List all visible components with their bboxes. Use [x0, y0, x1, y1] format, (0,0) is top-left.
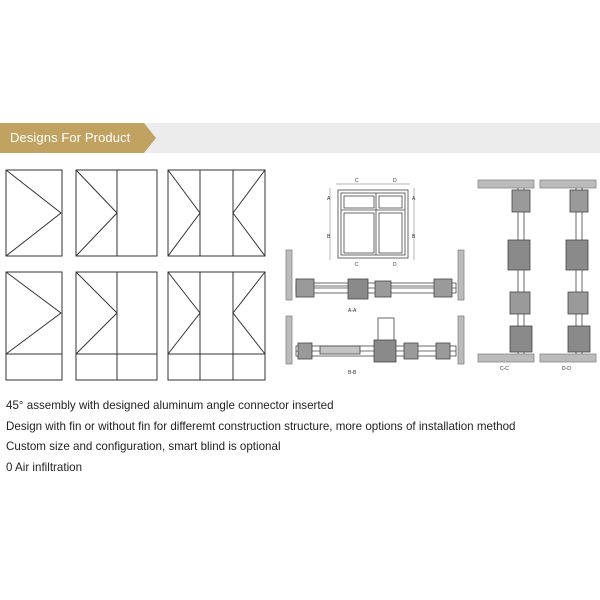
design-thumbnail-double-sash-transom	[168, 272, 265, 380]
design-thumbnail-double-sash	[168, 170, 265, 256]
svg-text:C: C	[355, 262, 359, 268]
section-label-c-c: C-C	[500, 366, 509, 372]
svg-text:D: D	[393, 262, 397, 268]
svg-text:A: A	[327, 196, 331, 202]
section-drawing-b-b	[286, 316, 464, 364]
svg-text:B: B	[412, 234, 416, 240]
section-drawing-d-d	[540, 180, 596, 362]
design-thumbnail-single-sash-transom	[6, 272, 62, 380]
section-label-d-d: D-D	[562, 366, 571, 372]
section-label-b-b: B-B	[348, 370, 357, 376]
feature-item: 0 Air infiltration	[6, 460, 83, 474]
section-title: Designs For Product	[10, 130, 131, 145]
feature-list	[6, 396, 596, 478]
svg-text:A: A	[412, 196, 416, 202]
design-thumbnail-sash-plus-fixed	[76, 170, 157, 256]
feature-item: Custom size and configuration, smart blind is optional	[6, 440, 281, 454]
section-drawing-a-a	[286, 250, 464, 300]
design-thumbnail-single-sash	[6, 170, 62, 256]
elevation-labels	[327, 178, 416, 268]
design-thumbnail-sash-plus-fixed-transom	[76, 272, 157, 380]
svg-text:C: C	[355, 178, 359, 184]
svg-text:D: D	[393, 178, 397, 184]
elevation-drawing	[330, 184, 414, 260]
section-label-a-a: A-A	[348, 308, 357, 314]
svg-text:B: B	[327, 234, 331, 240]
feature-item: Design with fin or without fin for differemt construction structure, more options of installation method	[6, 419, 516, 433]
feature-item: 45° assembly with designed aluminum angle connector inserted	[6, 399, 334, 412]
section-drawing-c-c	[478, 180, 534, 362]
